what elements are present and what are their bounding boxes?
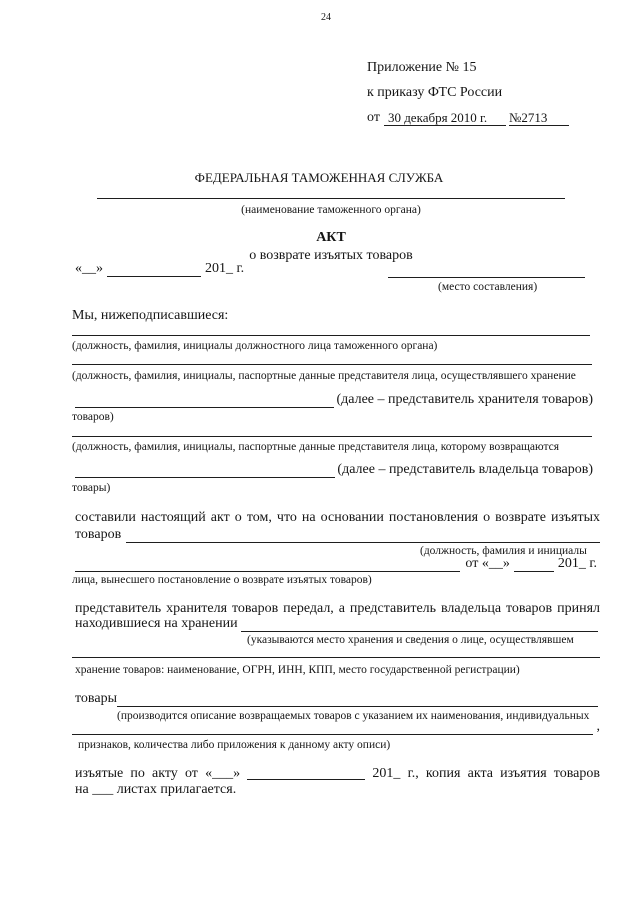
- decision-official-blank: [126, 527, 600, 543]
- order-date-prefix: от: [367, 110, 380, 125]
- decision-goods-row: [75, 527, 600, 543]
- goods-label: товары: [75, 691, 117, 706]
- act-title: АКТ: [316, 230, 346, 245]
- act-date-day: «__»: [75, 261, 103, 276]
- stored-label: находившиеся на хранении: [75, 616, 238, 631]
- keeper-row: [75, 392, 593, 408]
- act-date-month-blank: [107, 261, 201, 277]
- act-subtitle: о возврате изъятых товаров: [249, 248, 413, 263]
- seizure-statement: [75, 766, 600, 782]
- seizure-date-blank: [247, 767, 365, 780]
- act-date-row: [75, 261, 244, 277]
- owner-suffix: (далее – представитель владельца товаров): [337, 462, 593, 477]
- stored-row: [75, 616, 598, 632]
- seizure-statement-end: 201_ г., копия акта изъятия товаров: [372, 766, 600, 781]
- place-caption: (место составления): [438, 281, 538, 293]
- order-number: №2713: [509, 110, 569, 126]
- storage-caption: (указываются место хранения и сведения о лице, осуществлявшем: [247, 634, 574, 646]
- agency-name-caption: (наименование таможенного органа): [241, 204, 421, 216]
- decision-date-year: 201_ г.: [557, 556, 597, 571]
- keeper-line: [72, 364, 592, 365]
- owner-line: [72, 436, 592, 437]
- order-reference: к приказу ФТС России: [367, 85, 503, 100]
- official-caption: (должность, фамилия, инициалы должностного лица таможенного органа): [72, 340, 438, 352]
- owner-caption: (должность, фамилия, инициалы, паспортные данные представителя лица, которому возвращаются: [72, 441, 560, 453]
- agency-name-line: [97, 198, 565, 199]
- decision-caption-end: лица, вынесшего постановление о возврате изъятых товаров): [72, 574, 372, 586]
- stored-blank: [241, 616, 598, 632]
- keeper-suffix: (далее – представитель хранителя товаров): [336, 392, 593, 407]
- seizure-statement-start: изъятые по акту от «___»: [75, 766, 241, 781]
- owner-row: [75, 462, 593, 478]
- act-date-year: 201_ г.: [205, 261, 245, 276]
- keeper-caption: (должность, фамилия, инициалы, паспортные данные представителя лица, осуществлявшего хранение: [72, 370, 576, 382]
- goods-row: [75, 691, 598, 707]
- goods-description-caption-end: признаков, количества либо приложения к данному акту описи): [78, 739, 391, 751]
- parties-intro: Мы, нижеподписавшиеся:: [72, 308, 229, 323]
- transfer-statement: представитель хранителя товаров передал, а представитель владельца товаров принял: [75, 601, 600, 616]
- owner-blank: [75, 462, 335, 478]
- decision-date-row: [75, 556, 597, 572]
- decision-statement: составили настоящий акт о том, что на основании постановления о возврате изъятых: [75, 510, 600, 525]
- keeper-caption-end: товаров): [72, 411, 114, 423]
- keeper-blank: [75, 392, 334, 408]
- page-number: 24: [321, 12, 331, 23]
- goods-description-blank: [72, 719, 593, 735]
- storage-caption-end: хранение товаров: наименование, ОГРН, ИНН, КПП, место государственной регистрации): [75, 664, 520, 676]
- sheets-statement: на ___ листах прилагается.: [75, 782, 237, 797]
- goods-description-caption: (производится описание возвращаемых товаров с указанием их наименования, индивидуальных: [117, 710, 590, 722]
- goods-description-row: [72, 719, 600, 735]
- decision-date-from: от «__»: [465, 556, 510, 571]
- place-line: [388, 277, 585, 278]
- decision-goods-label: товаров: [75, 527, 122, 542]
- order-date-row: [367, 110, 569, 126]
- storage-line: [72, 657, 600, 658]
- decision-date-month-blank: [514, 556, 554, 572]
- decision-caption: (должность, фамилия и инициалы: [420, 545, 587, 557]
- goods-description-comma: ,: [596, 719, 600, 734]
- owner-caption-end: товары): [72, 482, 111, 494]
- agency-name: ФЕДЕРАЛЬНАЯ ТАМОЖЕННАЯ СЛУЖБА: [194, 170, 444, 185]
- official-line: [72, 335, 590, 336]
- decision-name-blank: [75, 556, 460, 572]
- goods-blank: [117, 691, 598, 707]
- order-date: 30 декабря 2010 г.: [384, 110, 506, 126]
- appendix-title: Приложение № 15: [367, 60, 477, 75]
